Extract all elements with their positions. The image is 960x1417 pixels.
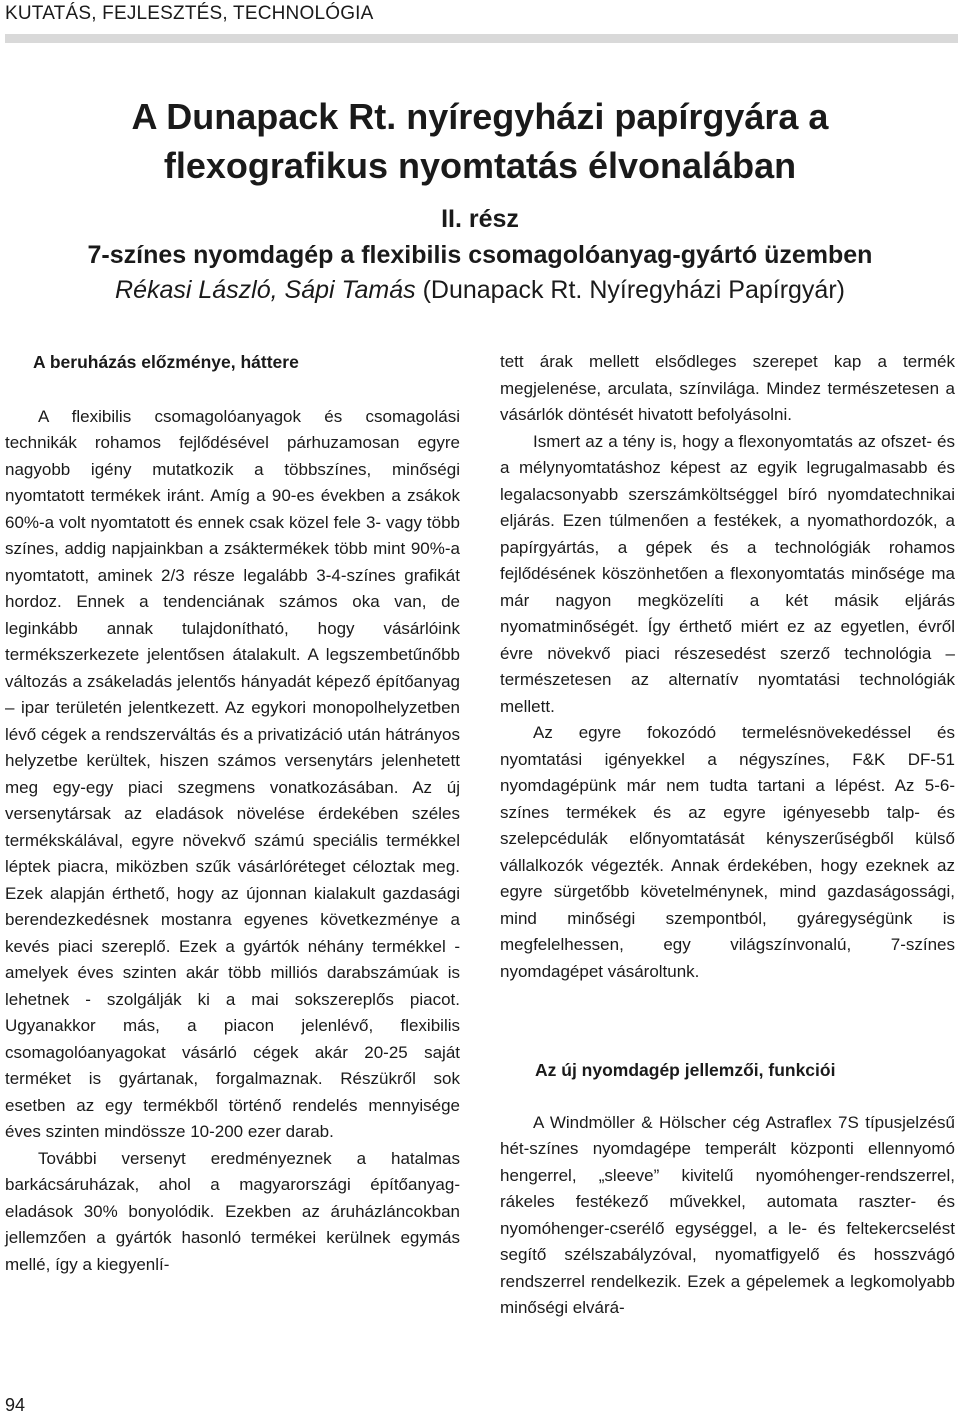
article-subtitle: 7-színes nyomdagép a flexibilis csomagolóanyag-gyártó üzemben [87, 241, 873, 269]
section-heading-background: A beruházás előzménye, háttere [33, 352, 299, 372]
article-part: II. rész [441, 205, 519, 233]
body-paragraph: Ismert az a tény is, hogy a flexonyomtatás az ofszet- és a mélynyomtatáshoz képest az egyik legrugalmasabb és legalacsonyabb szerszámköltséggel bíró nyomdatechnikai eljárás. Ezen túlmenően a festékek, a nyomathordozók, a papírgyártás, a gépek és a technológiák rohamos fejlődésének köszönhetően a flexonyomtatás minősége ma már nagyon megközelíti a két másik eljárás nyomatminőségét. Így érthető miért ez az egyetlen, évről évre növekvő piaci részesedést szerző technológia – természetesen az alternatív nyomtatási technológiák mellett. [500, 431, 955, 716]
article-title-line-2: flexografikus nyomtatás élvonalában [163, 145, 797, 186]
section-heading-new-machine: Az új nyomdagép jellemzői, funkciói [535, 1060, 836, 1080]
section-header: KUTATÁS, FEJLESZTÉS, TECHNOLÓGIA [5, 3, 374, 24]
body-paragraph: Az egyre fokozódó termelésnövekedéssel és nyomtatási igényekkel a négyszínes, F&K DF-51 nyomdagépünk már nem tudta tartani a lépést. Az 5-6-színes termékek és az egyre igényesebb talp- és szelepcédulák előnyomtatását kényszerűségből külső vállalkozók végezték. Annak érdekében, hogy ezeknek az egyre sürgetőbb követelménynek, mind gazdaságossági, mind minőségi szempontból, gyáregységünk is megfelelhessen, egy világszínvonalú, 7-színes nyomdagépet vásároltunk. [500, 723, 955, 981]
left-column [5, 349, 460, 1278]
article-authors: Rékasi László, Sápi Tamás [115, 276, 416, 304]
article-byline [0, 273, 960, 307]
header-rule [5, 34, 958, 43]
right-column [500, 349, 955, 1322]
body-paragraph: A Windmöller & Hölscher cég Astraflex 7S típusjelzésű hét-színes nyomdagépe temperált központi ellennyomó hengerrel, „sleeve” kivitelű nyomóhenger-rendszerrel, rákeles festékező művekkel, automata raszter- és nyomóhenger-cserélő egységgel, a le- és feltekercselést segítő szélszabályzóval, nyomatfigyelő és hosszvágó rendszerrel rendelkezik. Ezek a gépelemek a legkomolyabb minőségi elvárá- [500, 1112, 955, 1317]
page-number: 94 [5, 1395, 26, 1415]
article-title-block [0, 92, 960, 307]
article-title-line-1: A Dunapack Rt. nyíregyházi papírgyára a [131, 96, 829, 137]
body-paragraph: További versenyt eredményeznek a hatalmas barkácsáruházak, ahol a magyarországi építőanyag-eladások 30% bonyolódik. Ezekben az áruházláncokban jellemzően a gyártók hasonló termékei kerülnek egymás mellé, így a kiegyenlí- [5, 1148, 460, 1274]
body-paragraph: A flexibilis csomagolóanyagok és csomagolási technikák rohamos fejlődésével párhuzamosan egyre nagyobb igény mutatkozik a többszínes, minőségi nyomtatott termékek iránt. Amíg a 90-es években a zsákok 60%-a volt nyomtatott és ennek csak közel fele 3- vagy több színes, addig napjainkban a zsáktermékek több mint 90%-a nyomtatott, aminek 2/3 része legalább 3-4-színes grafikát hordoz. Ennek a tendenciának számos oka van, de leginkább annak tulajdonítható, hogy vásárlóink termékszerkezete jelentősen átalakult. A legszembetűnőbb változás a zsákeladás jelentős hányadát képező építőanyag – ipar területén jelentkezett. Az egykori monopolhelyzetben lévő cégek a rendszerváltás és a privatizáció után hátrányos helyzetbe kerültek, hiszen számos versenytárs jelenhetett meg egy-egy piaci szegmens vonatkozásában. Az új versenytársak az eladások növelése érdekében széles termékskálával, egyre növekvő számú speciális termékkel léptek piacra, miközben szűk vásárlóréteget céloztak meg. Ezek alapján érthető, hogy az újonnan kialakult gazdasági berendezkedésnek mostanra egyenes következménye a kevés piaci szereplő. Ezek a gyártók néhány termékkel - amelyek éves szinten akár több milliós darabszámúak is lehetnek - szolgálják ki a mai sokszereplős piacot. Ugyanakkor más, a piacon jelenlévő, flexibilis csomagolóanyagokat vásárló cégek akár 20-25 saját terméket is gyártanak, forgalmaznak. Részükről sok esetben az egy termékből történő rendelés mennyisége éves szinten mindössze 10-200 ezer darab. [5, 406, 460, 1141]
article-affiliation: (Dunapack Rt. Nyíregyházi Papírgyár) [415, 276, 845, 304]
body-paragraph: tett árak mellett elsődleges szerepet kap a termék megjelenése, arculata, színvilága. Mindez természetesen a vásárlók döntését hivatott befolyásolni. [500, 352, 955, 424]
